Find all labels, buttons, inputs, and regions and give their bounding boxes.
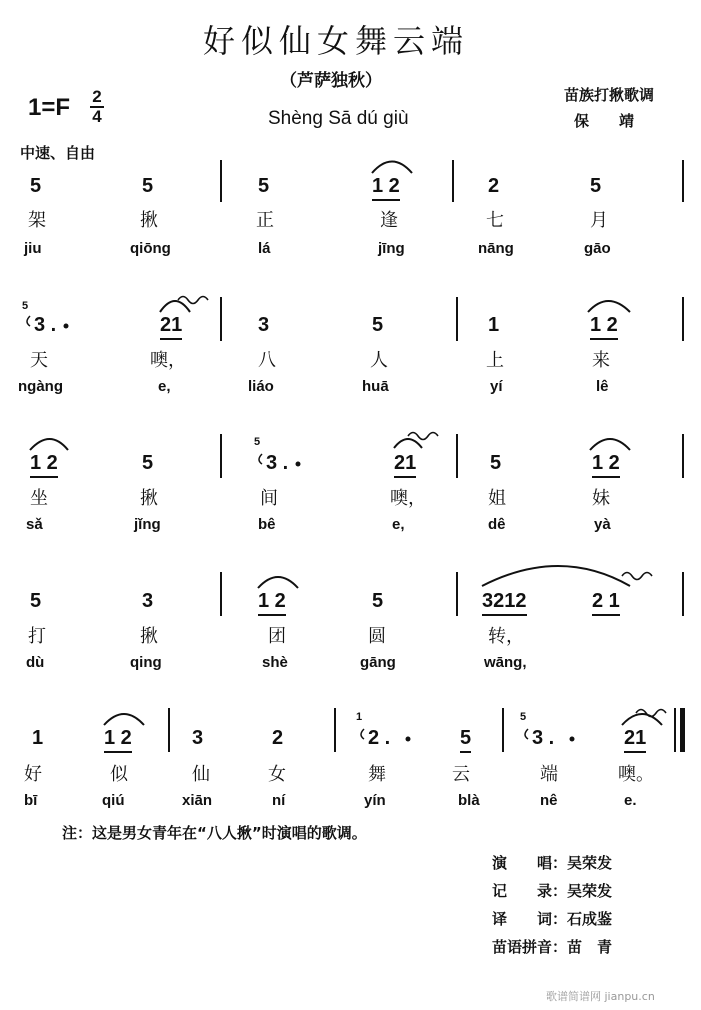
- note-pair: 2 1: [592, 590, 620, 616]
- note: 5: [590, 175, 602, 197]
- watermark: 歌谱简谱网 jianpu.cn: [546, 990, 655, 1003]
- tempo-marking: 中速、自由: [20, 144, 96, 162]
- grace-note: 5: [520, 711, 527, 723]
- key-signature: 1=F: [28, 94, 71, 121]
- pinyin: yí: [490, 378, 503, 395]
- time-signature-bottom: 4: [92, 107, 102, 126]
- note: 1: [488, 314, 500, 336]
- note-group: 3212: [482, 590, 527, 616]
- credit-value: 吴荣发: [567, 882, 613, 900]
- pinyin: lá: [258, 240, 271, 257]
- duration-dot: [406, 737, 411, 742]
- slur: [482, 566, 630, 586]
- pinyin: jiu: [24, 240, 42, 257]
- pinyin: jǐng: [134, 516, 161, 533]
- lyric: 揪: [140, 210, 158, 231]
- place-label: 保 靖: [574, 112, 635, 130]
- grace-tie: [361, 729, 364, 739]
- slur: [372, 162, 412, 174]
- lyric: 上: [486, 350, 504, 371]
- pinyin: wāng,: [484, 654, 527, 671]
- note: 2: [488, 175, 500, 197]
- pinyin: qiōng: [130, 240, 171, 257]
- grace-tie: [259, 454, 262, 464]
- pinyin: gāo: [584, 240, 611, 257]
- lyric: 揪: [140, 488, 158, 509]
- pinyin: yín: [364, 792, 386, 809]
- pinyin: shè: [262, 654, 288, 671]
- pinyin-title: Shèng Sā dú giù: [268, 108, 409, 129]
- slur: [104, 714, 144, 725]
- lyric: 七: [486, 210, 504, 231]
- note: 5: [30, 175, 42, 197]
- slur: [588, 301, 630, 312]
- lyric: 舞: [368, 764, 386, 785]
- pinyin: ngàng: [18, 378, 63, 395]
- lyric: 云: [452, 764, 470, 785]
- pinyin: dù: [26, 654, 45, 671]
- note: 5: [30, 590, 42, 612]
- credit-label: 演 唱：: [492, 854, 568, 872]
- lyric: 人: [370, 350, 388, 371]
- lyric: 端: [540, 764, 558, 785]
- note-pair: 1 2: [592, 452, 620, 478]
- grace-ties: [27, 316, 528, 739]
- lyric: 噢，: [150, 350, 186, 371]
- pinyin: blà: [458, 792, 480, 809]
- lyric: 正: [256, 210, 274, 231]
- slur: [30, 439, 68, 450]
- lyric: 姐: [488, 488, 506, 509]
- grace-note: 5: [254, 436, 261, 448]
- lyric: 八: [258, 350, 276, 371]
- mordent: [408, 433, 438, 440]
- duration-dot: [296, 462, 301, 467]
- note-pair: 1 2: [372, 175, 400, 201]
- note: 5: [490, 452, 502, 474]
- song-title: 好似仙女舞云端: [203, 22, 470, 60]
- note: 2: [272, 727, 284, 749]
- note-pair: 21: [160, 314, 182, 340]
- time-signature-top: 2: [92, 87, 102, 106]
- mordent: [178, 297, 208, 304]
- note-pair: 1 2: [258, 590, 286, 616]
- pinyin: bī: [24, 792, 38, 809]
- lyric: 架: [28, 210, 46, 231]
- lyric: 来: [592, 350, 610, 371]
- pinyin: qiú: [102, 792, 125, 809]
- lyric: 噢，: [390, 488, 426, 509]
- lyric: 月: [590, 210, 608, 231]
- credit-value: 苗 青: [567, 938, 613, 956]
- credit-value: 吴荣发: [567, 854, 613, 872]
- mordent-marks: [178, 297, 666, 717]
- lyric: 妹: [592, 488, 610, 509]
- note: 5: [258, 175, 270, 197]
- note: 3: [192, 727, 204, 749]
- credit-translator: [492, 908, 612, 929]
- note: 3: [142, 590, 154, 612]
- song-subtitle: （芦萨独秋）: [280, 71, 382, 91]
- lyric: 坐: [30, 488, 48, 509]
- lyric: 好: [24, 764, 42, 785]
- pinyin: dê: [488, 516, 506, 533]
- lyric: 女: [268, 764, 286, 785]
- slur: [590, 439, 630, 450]
- note: 3 .: [34, 314, 57, 336]
- pinyin: nê: [540, 792, 558, 809]
- pinyin: jīng: [378, 240, 405, 257]
- lyric: 仙: [192, 764, 210, 785]
- grace-note: 5: [22, 300, 29, 312]
- duration-dot: [570, 737, 575, 742]
- pinyin: e,: [392, 516, 405, 533]
- note-pair: 21: [624, 727, 646, 753]
- lyric: 天: [30, 350, 48, 371]
- credit-label: 译 词：: [492, 910, 568, 928]
- credit-pinyin: [492, 936, 612, 957]
- lyric: 噢。: [618, 764, 654, 785]
- pinyin: yà: [594, 516, 611, 533]
- slur: [258, 577, 298, 588]
- dot-marks: [64, 324, 575, 742]
- grace-tie: [525, 729, 528, 739]
- pinyin: xiān: [182, 792, 213, 809]
- note: 3: [258, 314, 270, 336]
- lyric: 揪: [140, 626, 158, 647]
- pinyin: qing: [130, 654, 162, 671]
- note: 5: [142, 452, 154, 474]
- credit-value: 石成鉴: [567, 910, 613, 928]
- pinyin: liáo: [248, 378, 274, 395]
- note: 5: [372, 590, 384, 612]
- lyric: 逢: [380, 210, 398, 231]
- footnote: 注：这是男女青年在“八人揪”时演唱的歌调。: [62, 824, 367, 842]
- pinyin: huā: [362, 378, 389, 395]
- duration-dot: [64, 324, 69, 329]
- pinyin: ní: [272, 792, 286, 809]
- note: 5: [372, 314, 384, 336]
- lyric: 似: [110, 764, 128, 785]
- pinyin: sǎ: [26, 516, 43, 533]
- note-pair: 1 2: [590, 314, 618, 340]
- credit-label: 苗语拼音：: [492, 938, 568, 956]
- lyric: 打: [28, 626, 46, 647]
- pinyin: nāng: [478, 240, 514, 257]
- note: 5: [142, 175, 154, 197]
- note-pair: 1 2: [30, 452, 58, 478]
- lyric: 圆: [368, 626, 386, 647]
- mordent: [622, 573, 652, 580]
- pinyin: bê: [258, 516, 276, 533]
- slur: [160, 301, 190, 312]
- note: 1: [32, 727, 44, 749]
- slur: [622, 714, 662, 725]
- credit-label: 记 录：: [492, 882, 568, 900]
- note-pair: 21: [394, 452, 416, 478]
- grace-tie: [27, 316, 30, 326]
- note-pair: 1 2: [104, 727, 132, 753]
- note: 5: [460, 727, 471, 753]
- credit-performer: [492, 852, 612, 873]
- pinyin: gāng: [360, 654, 396, 671]
- note: 3 .: [532, 727, 555, 749]
- lyric: 团: [268, 626, 286, 647]
- slur: [394, 439, 422, 448]
- pinyin: e.: [624, 792, 637, 809]
- note: 3 .: [266, 452, 289, 474]
- lyric: 间: [260, 488, 278, 509]
- pinyin: e,: [158, 378, 171, 395]
- credit-recorder: [492, 880, 612, 901]
- genre-label: 苗族打揪歌调: [564, 86, 655, 104]
- pinyin: lê: [596, 378, 609, 395]
- grace-note: 1: [356, 711, 363, 723]
- slur-marks: [30, 162, 662, 726]
- lyric: 转，: [488, 626, 524, 647]
- note: 2 .: [368, 727, 391, 749]
